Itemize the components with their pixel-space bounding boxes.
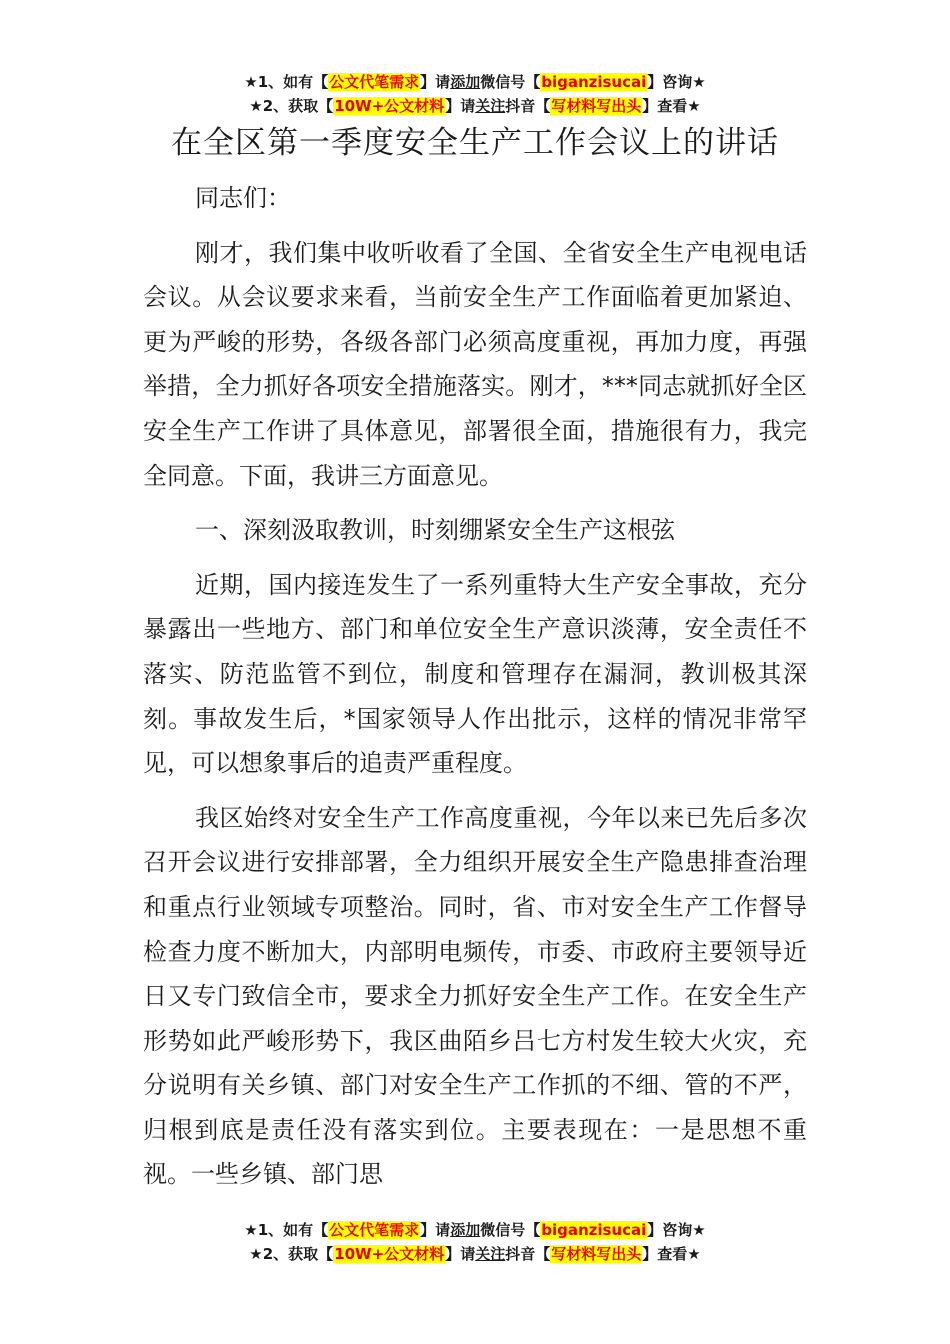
promo-text: ★1、如有【 [244, 1221, 329, 1239]
promo-highlight-wechat-id: biganzisucai [541, 1221, 647, 1239]
promo-text: 抖音【 [505, 1245, 551, 1263]
promo-line-1 [0, 1218, 950, 1242]
promo-footer [0, 1218, 950, 1266]
promo-line-1 [0, 70, 950, 94]
promo-text: 微信号【 [480, 73, 541, 91]
document-title: 在全区第一季度安全生产工作会议上的讲话 [171, 125, 779, 161]
promo-highlight-douyin-account: 写材料写出头 [551, 97, 642, 115]
promo-highlight-douyin-account: 写材料写出头 [551, 1245, 642, 1263]
promo-text: ★2、获取【 [249, 1245, 334, 1263]
paragraph: 近期，国内接连发生了一系列重特大生产安全事故，充分暴露出一些地方、部门和单位安全生产意识淡薄，安全责任不落实、防范监管不到位，制度和管理存在漏洞，教训极其深刻。事故发生后，*国家领导人作出批示，这样的情况非常罕见，可以想象事后的追责严重程度。 [143, 570, 807, 778]
promo-text: 】请 [445, 1245, 476, 1263]
promo-text: 】咨询★ [647, 1221, 706, 1239]
paragraph: 刚才，我们集中收听收看了全国、全省安全生产电视电话会议。从会议要求来看，当前安全生产工作面临着更加紧迫、更为严峻的形势，各级各部门必须高度重视，再加力度，再强举措，全力抓好各项安全措施落实。刚才，***同志就抓好全区安全生产工作讲了具体意见，部署很全面，措施很有力，我完全同意。下面，我讲三方面意见。 [143, 238, 807, 490]
promo-highlight-wechat-id: biganzisucai [541, 73, 647, 91]
promo-text: 】查看★ [642, 97, 701, 115]
promo-underline-text: 添加 [450, 1221, 481, 1239]
promo-text: 】请 [420, 73, 451, 91]
promo-text: ★2、获取【 [249, 97, 334, 115]
greeting: 同志们： [195, 184, 291, 212]
promo-highlight-service: 公文代笔需求 [329, 1221, 420, 1239]
promo-text: 抖音【 [505, 97, 551, 115]
promo-highlight-materials: 10W+公文材料 [334, 1245, 445, 1263]
promo-underline-text: 添加 [450, 73, 481, 91]
promo-line-2 [0, 94, 950, 118]
promo-text: ★1、如有【 [244, 73, 329, 91]
promo-highlight-service: 公文代笔需求 [329, 73, 420, 91]
promo-highlight-materials: 10W+公文材料 [334, 97, 445, 115]
document-body [143, 176, 807, 1207]
paragraph: 我区始终对安全生产工作高度重视，今年以来已先后多次召开会议进行安排部署，全力组织开展安全生产隐患排查治理和重点行业领域专项整治。同时，省、市对安全生产工作督导检查力度不断加大，内部明电频传，市委、市政府主要领导近日又专门致信全市，要求全力抓好安全生产工作。在安全生产形势如此严峻形势下，我区曲陌乡吕七方村发生较大火灾，充分说明有关乡镇、部门对安全生产工作抓的不细、管的不严，归根到底是责任没有落实到位。主要表现在：一是思想不重视。一些乡镇、部门思 [143, 803, 807, 1189]
promo-line-2 [0, 1242, 950, 1266]
promo-underline-text: 关注 [475, 97, 506, 115]
promo-header [0, 70, 950, 118]
promo-text: 】咨询★ [647, 73, 706, 91]
section-heading: 一、深刻汲取教训，时刻绷紧安全生产这根弦 [195, 516, 675, 545]
promo-text: 微信号【 [480, 1221, 541, 1239]
promo-text: 】请 [420, 1221, 451, 1239]
promo-text: 】请 [445, 97, 476, 115]
promo-underline-text: 关注 [475, 1245, 506, 1263]
promo-text: 】查看★ [642, 1245, 701, 1263]
